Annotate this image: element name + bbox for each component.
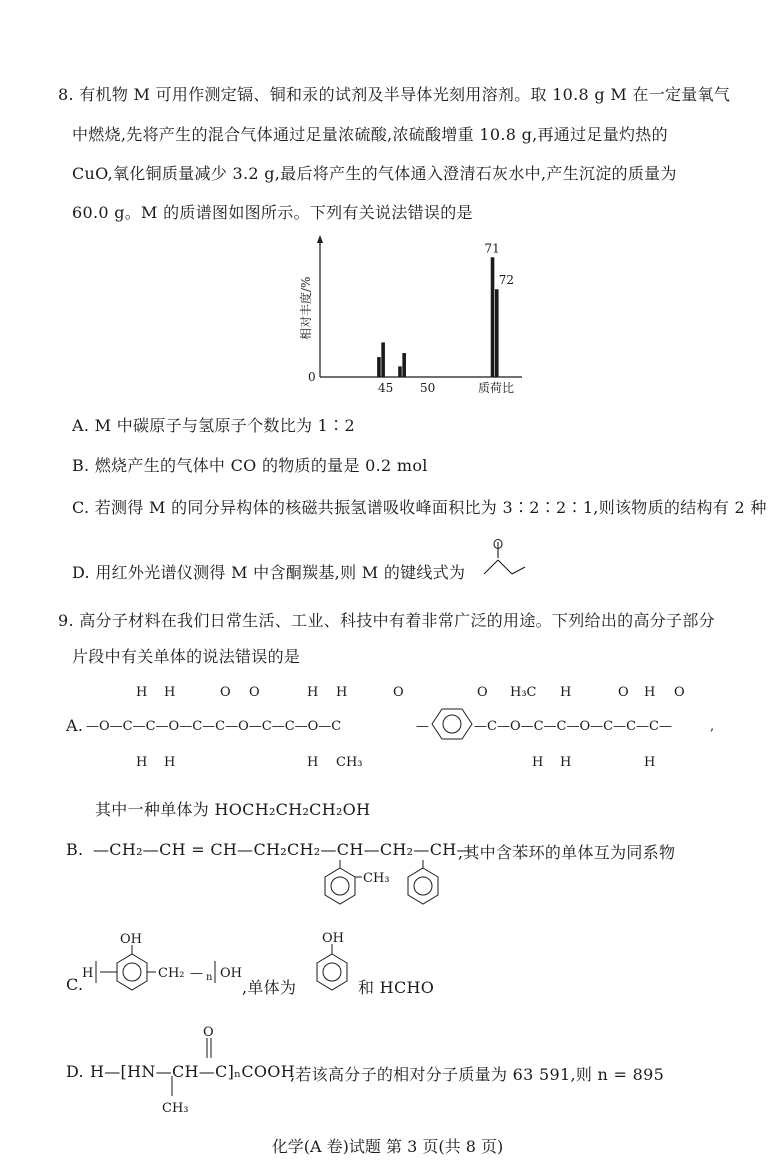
peak-bar-45	[381, 342, 385, 377]
q8-line-2: 中燃烧,先将产生的混合气体通过足量浓硫酸,浓硫酸增重 10.8 g,再通过足量灼热的	[72, 125, 668, 144]
svg-text:H₃C: H₃C	[510, 685, 537, 700]
svg-text:,: ,	[710, 719, 715, 734]
q8-option-a: A. M 中碳原子与氢原子个数比为 1∶2	[72, 416, 355, 435]
svg-text:H: H	[164, 685, 176, 700]
page-footer: 化学(A 卷)试题 第 3 页(共 8 页)	[271, 1137, 504, 1156]
q8-line-3: CuO,氧化铜质量减少 3.2 g,最后将产生的气体通入澄清石灰水中,产生沉淀的质量为	[72, 164, 677, 183]
polymer-a-structure	[86, 680, 736, 775]
polymer-d-substituents	[150, 1024, 220, 1116]
svg-text:OH: OH	[322, 931, 344, 946]
svg-text:H: H	[82, 966, 94, 981]
peak-bar-71	[491, 257, 495, 377]
q9-option-b-note: ,其中含苯环的单体互为同系物	[458, 843, 676, 862]
peak-bar-44	[377, 357, 381, 377]
x-axis-label: 质荷比	[478, 381, 515, 395]
svg-text:H: H	[532, 755, 544, 770]
svg-text:H: H	[560, 685, 572, 700]
svg-text:CH₂: CH₂	[158, 966, 185, 981]
svg-text:O: O	[618, 685, 629, 700]
peak-label-71: 71	[484, 241, 500, 256]
q8-option-d: D. 用红外光谱仪测得 M 中含酮羰基,则 M 的键线式为	[72, 563, 466, 582]
option-b-benzene-rings	[310, 860, 460, 912]
x-tick-label-50: 50	[420, 381, 436, 395]
svg-text:H: H	[164, 755, 176, 770]
q9-option-a-label: A.	[66, 716, 84, 735]
svg-text:O: O	[393, 685, 404, 700]
phenol-structure	[312, 930, 352, 998]
q9-option-c-label: C.	[66, 975, 84, 994]
svg-text:H: H	[307, 755, 319, 770]
peak-bars	[377, 241, 514, 377]
polymer-c-structure	[82, 928, 252, 998]
svg-text:H: H	[336, 685, 348, 700]
svg-text:H: H	[644, 755, 656, 770]
q8-line-4: 60.0 g。M 的质谱图如图所示。下列有关说法错误的是	[72, 203, 473, 222]
svg-text:O: O	[203, 1025, 214, 1040]
svg-text:O: O	[477, 685, 488, 700]
svg-text:H: H	[136, 755, 148, 770]
q9-option-b-label: B.	[66, 840, 84, 859]
peak-label-72: 72	[498, 273, 515, 288]
peak-bar-72	[495, 289, 499, 377]
q8-option-b: B. 燃烧产生的气体中 CO 的物质的量是 0.2 mol	[72, 456, 428, 475]
origin-label: 0	[308, 370, 316, 384]
svg-text:—: —	[416, 719, 429, 734]
q9-option-c-note-2: 和 HCHO	[358, 978, 435, 997]
mass-spectrum-chart	[290, 232, 530, 397]
svg-text:H: H	[136, 685, 148, 700]
q9-option-b-chain: —CH₂—CH = CH—CH₂CH₂—CH—CH₂—CH—	[93, 840, 473, 859]
svg-text:H: H	[307, 685, 319, 700]
svg-text:OH: OH	[120, 932, 142, 947]
y-axis-arrow	[317, 235, 323, 243]
q9-line-1: 9. 高分子材料在我们日常生活、工业、科技中有着非常广泛的用途。下列给出的高分子部分	[58, 611, 715, 630]
q9-option-d-note: ,若该高分子的相对分子质量为 63 591,则 n = 895	[290, 1065, 665, 1084]
svg-text:O: O	[674, 685, 685, 700]
q8-line-1: 8. 有机物 M 可用作测定镉、铜和汞的试剂及半导体光刻用溶剂。取 10.8 g M 在一定量氧气	[58, 85, 731, 104]
q9-line-2: 片段中有关单体的说法错误的是	[72, 647, 301, 666]
butanone-skeletal-formula	[480, 538, 530, 580]
svg-text:H: H	[644, 685, 656, 700]
peak-bar-49	[398, 366, 402, 377]
svg-text:—: —	[190, 966, 203, 981]
svg-text:O: O	[220, 685, 231, 700]
q9-option-a-note: 其中一种单体为 HOCH₂CH₂CH₂OH	[95, 800, 371, 819]
svg-text:CH₃: CH₃	[363, 871, 390, 886]
peak-bar-50	[402, 353, 406, 377]
svg-text:H: H	[560, 755, 572, 770]
y-axis-label: 相对丰度/%	[299, 276, 313, 340]
q9-option-c-note: ,单体为	[242, 978, 297, 997]
svg-text:O: O	[249, 685, 260, 700]
x-tick-label-45: 45	[378, 381, 394, 395]
svg-text:CH₃: CH₃	[336, 755, 363, 770]
svg-text:—O—C—C—O—C—C—O—C—C—O—C: —O—C—C—O—C—C—O—C—C—O—C	[86, 719, 342, 734]
q8-option-c: C. 若测得 M 的同分异构体的核磁共振氢谱吸收峰面积比为 3∶2∶2∶1,则该物质的结构有 2 种	[72, 498, 767, 517]
q9-option-d-chain: H—[HN—CH—C]ₙCOOH	[90, 1062, 295, 1081]
svg-text:OH: OH	[220, 966, 242, 981]
svg-text:n: n	[206, 972, 213, 983]
svg-text:CH₃: CH₃	[162, 1101, 189, 1116]
q9-option-d-label: D.	[66, 1062, 84, 1081]
svg-text:—C—O—C—C—O—C—C—C—: —C—O—C—C—O—C—C—C—	[474, 719, 672, 734]
